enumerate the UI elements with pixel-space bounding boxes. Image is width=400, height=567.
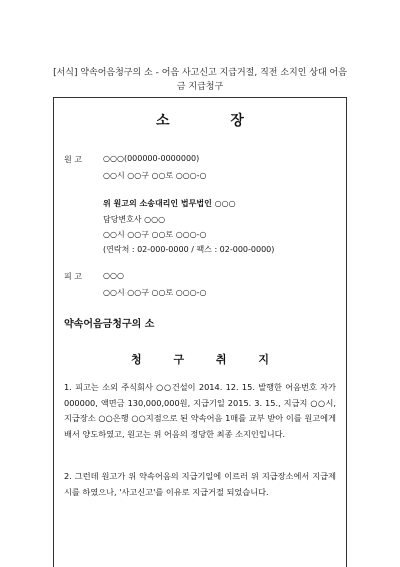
plaintiff-attorney: 담당변호사 ○○○ bbox=[103, 215, 166, 224]
representative-contact: (연락처 : 02-000-0000 / 팩스 : 02-000-0000) bbox=[103, 245, 275, 254]
case-title: 약속어음금청구의 소 bbox=[64, 319, 155, 330]
document-header bbox=[30, 66, 370, 94]
section-title: 청 구 취 지 bbox=[131, 353, 283, 366]
header-line-2: 금 지급청구 bbox=[176, 82, 224, 92]
defendant-address: ○○시 ○○구 ○○로 ○○○-○ bbox=[103, 288, 207, 297]
document-title: 소 장 bbox=[156, 113, 272, 129]
representative-address: ○○시 ○○구 ○○로 ○○○-○ bbox=[103, 230, 207, 239]
plaintiff-address: ○○시 ○○구 ○○로 ○○○-○ bbox=[103, 171, 207, 180]
header-line-1: [서식] 약속어음청구의 소 - 어음 사고신고 지급거절, 직전 소지인 상대 어음 bbox=[53, 68, 347, 78]
defendant-label: 피 고 bbox=[64, 272, 82, 281]
plaintiff-label: 원 고 bbox=[64, 155, 82, 164]
plaintiff-representative: 위 원고의 소송대리인 법무법인 ○○○ bbox=[103, 199, 236, 208]
plaintiff-name: ○○○(000000-0000000) bbox=[103, 154, 200, 163]
claim-paragraph-1: 1. 피고는 소외 주식회사 ○○건설이 2014. 12. 15. 발행한 어음번호 자가 000000, 액면금 130,000,000원, 지급기일 2015. 3. 15., 지급지 ○○시, 지급장소 ○○은행 ○○지점으로 된 약속어음 1매를 교부 받아 이를 원고에게 배서 양도하였고, 원고는 위 어음의 정당한 최종 소지인입니다. bbox=[64, 382, 336, 439]
claim-paragraph-2: 2. 그런데 원고가 위 약속어음의 지급기일에 이르러 위 지급장소에서 지급제시를 하였으나, '사고신고'를 이유로 지급거절 되었습니다. bbox=[64, 471, 336, 497]
defendant-name: ○○○ bbox=[103, 271, 124, 280]
